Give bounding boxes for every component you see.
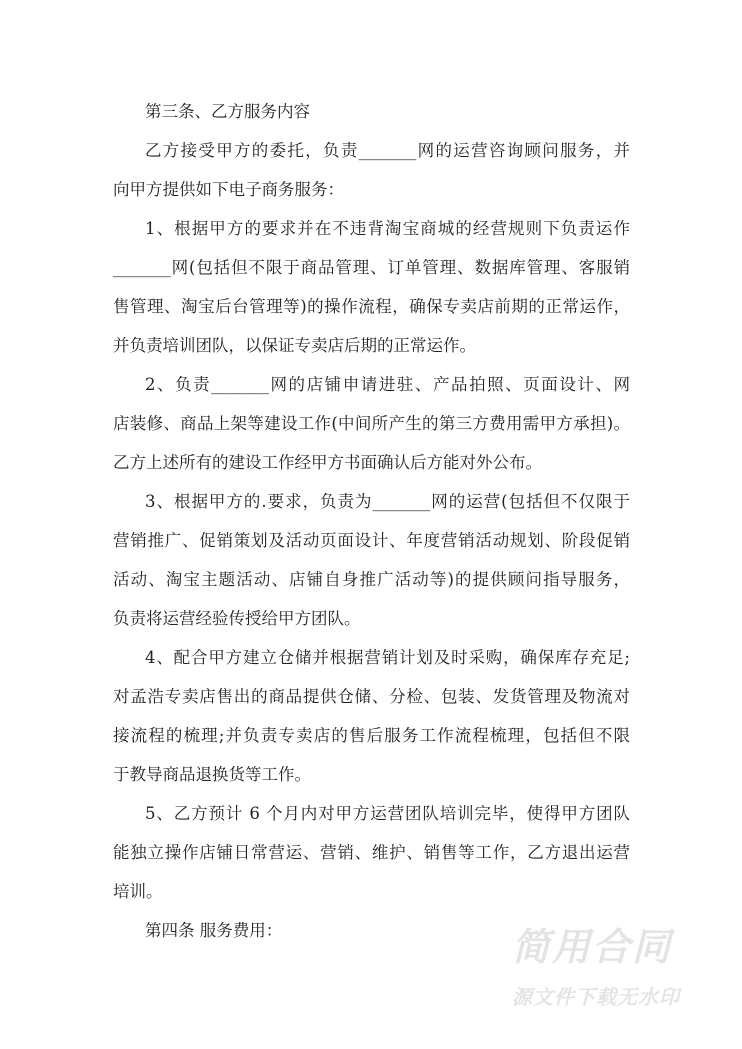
paragraph-line: _______网(包括但不限于商品管理、订单管理、数据库管理、客服销	[113, 258, 630, 277]
paragraph-line: 活动、淘宝主题活动、店铺自身推广活动等)的提供顾问指导服务，	[113, 570, 630, 589]
paragraph-line: 第三条、乙方服务内容	[145, 102, 310, 121]
paragraph	[113, 638, 630, 794]
watermark-title: 简用合同	[512, 925, 673, 969]
paragraph-line: 4、配合甲方建立仓储并根据营销计划及时采购，确保库存充足;	[145, 648, 630, 667]
paragraph-line: 培训。	[113, 882, 163, 901]
paragraph	[113, 209, 630, 365]
paragraph-line: 营销推广、促销策划及活动页面设计、年度营销活动规划、阶段促销	[113, 531, 630, 550]
paragraph-line: 向甲方提供如下电子商务服务：	[113, 180, 344, 199]
watermark-subtitle: 源文件下载无水印	[512, 985, 680, 1009]
paragraph-line: 售管理、淘宝后台管理等)的操作流程，确保专卖店前期的正常运作，	[113, 297, 630, 316]
paragraph	[113, 482, 630, 638]
paragraph-line: 店装修、商品上架等建设工作(中间所产生的第三方费用需甲方承担)。	[113, 414, 630, 433]
paragraph-line: 于教导商品退换货等工作。	[113, 765, 311, 784]
paragraph	[113, 794, 630, 911]
paragraph-line: 并负责培训团队，以保证专卖店后期的正常运作。	[113, 336, 476, 355]
paragraph-line: 3、根据甲方的.要求，负责为_______网的运营(包括但不仅限于	[145, 492, 630, 511]
paragraph	[113, 131, 630, 209]
document-body	[113, 92, 630, 950]
paragraph-line: 乙方接受甲方的委托，负责_______网的运营咨询顾问服务，并	[145, 141, 630, 160]
watermark-logo	[512, 916, 680, 1010]
paragraph-line: 负责将运营经验传授给甲方团队。	[113, 609, 361, 628]
paragraph-line: 2、负责_______网的店铺申请进驻、产品拍照、页面设计、网	[145, 375, 630, 394]
paragraph	[113, 365, 630, 482]
paragraph-line: 对孟浩专卖店售出的商品提供仓储、分检、包装、发货管理及物流对	[113, 687, 630, 706]
paragraph-line: 1、根据甲方的要求并在不违背淘宝商城的经营规则下负责运作	[145, 219, 630, 238]
paragraph-line: 乙方上述所有的建设工作经甲方书面确认后方能对外公布。	[113, 453, 542, 472]
paragraph-line: 接流程的梳理;并负责专卖店的售后服务工作流程梳理，包括但不限	[113, 726, 630, 745]
section-heading	[113, 92, 630, 131]
paragraph-line: 第四条 服务费用：	[145, 921, 283, 940]
paragraph-line: 5、乙方预计 6 个月内对甲方运营团队培训完毕，使得甲方团队	[145, 804, 630, 823]
paragraph-line: 能独立操作店铺日常营运、营销、维护、销售等工作，乙方退出运营	[113, 843, 630, 862]
